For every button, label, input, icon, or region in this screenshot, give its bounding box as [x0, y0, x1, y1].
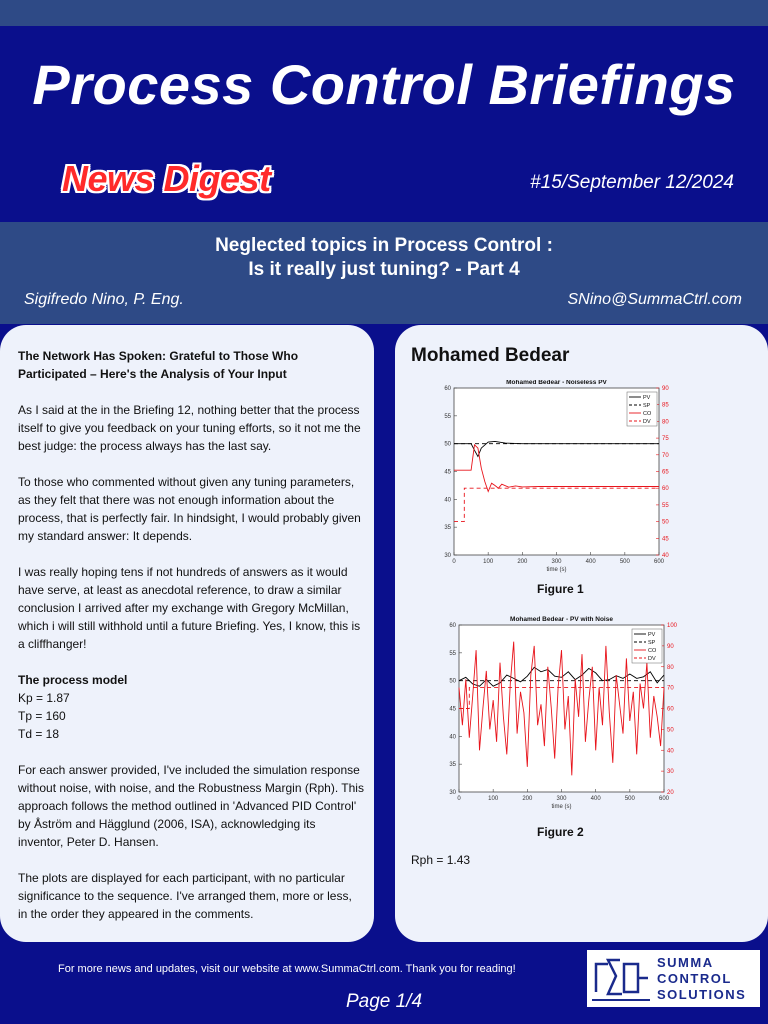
y-tick-label: 60 — [444, 386, 451, 392]
paragraph: To those who commented without given any tuning parameters, as they felt that there was not enough information about the process, that is perfectly fair. In hindsight, I would probably given my standard answer: It depends. — [18, 475, 361, 543]
y-tick-label: 45 — [449, 706, 456, 713]
logo-text — [657, 955, 746, 1003]
y2-tick-label: 40 — [667, 748, 674, 755]
legend-label: CO — [643, 411, 652, 417]
x-tick-label: 0 — [452, 559, 456, 565]
y-tick-label: 45 — [444, 469, 451, 476]
y2-tick-label: 40 — [662, 553, 669, 559]
news-digest-label: News Digest — [62, 158, 271, 199]
y-tick-label: 30 — [449, 790, 456, 796]
article-card — [0, 325, 374, 942]
y2-tick-label: 60 — [667, 706, 674, 713]
participant-card — [395, 325, 768, 942]
issue-date: #15/September 12/2024 — [530, 172, 734, 193]
footer-text: For more news and updates, visit our website at www.SummaCtrl.com. Thank you for reading! — [58, 963, 516, 975]
y-tick-label: 55 — [449, 650, 456, 657]
x-axis-label: time (s) — [546, 567, 567, 573]
figure-2-chart — [421, 615, 681, 821]
x-tick-label: 600 — [653, 559, 665, 565]
logo-line: SOLUTIONS — [657, 987, 747, 1002]
page-number: Page 1/4 — [345, 991, 423, 1012]
y2-tick-label: 80 — [662, 419, 669, 426]
x-tick-label: 400 — [585, 559, 596, 565]
y-tick-label: 35 — [444, 525, 451, 532]
model-kp: Kp = 1.87 — [18, 691, 70, 705]
logo-mark-icon — [590, 950, 652, 1007]
x-tick-label: 0 — [457, 796, 461, 802]
article-title-line1: Neglected topics in Process Control : — [215, 235, 553, 256]
legend-label: DV — [648, 656, 656, 662]
y2-tick-label: 80 — [667, 664, 674, 671]
legend-label: DV — [643, 419, 651, 425]
paragraph: The plots are displayed for each participant, with no particular significance to the sequence. I've arranged them, more or less, in the order they appeared in the comments. — [18, 871, 352, 921]
company-logo — [587, 950, 760, 1007]
y2-tick-label: 45 — [662, 536, 669, 543]
participant-name: Mohamed Bedear — [411, 345, 570, 366]
y2-tick-label: 30 — [667, 769, 674, 776]
author-name: Sigifredo Nino, P. Eng. — [24, 291, 184, 308]
y2-tick-label: 75 — [662, 436, 669, 443]
y2-tick-label: 55 — [662, 502, 669, 509]
figure-1-chart — [421, 380, 681, 580]
x-tick-label: 400 — [590, 796, 601, 802]
legend-label: CO — [648, 648, 657, 654]
legend-label: SP — [648, 640, 656, 646]
legend-label: PV — [648, 632, 656, 638]
figure-2-caption: Figure 2 — [537, 825, 584, 839]
x-tick-label: 100 — [488, 796, 499, 802]
y-tick-label: 35 — [449, 762, 456, 769]
y-tick-label: 30 — [444, 553, 451, 559]
logo-line: SUMMA — [657, 955, 714, 970]
legend-label: PV — [643, 395, 651, 401]
y2-tick-label: 50 — [662, 519, 669, 526]
figure-1-caption: Figure 1 — [537, 582, 584, 596]
y-tick-label: 50 — [449, 678, 456, 685]
x-tick-label: 500 — [624, 796, 635, 802]
robustness-margin: Rph = 1.43 — [411, 853, 471, 867]
paragraph: I was really hoping tens if not hundreds of answers as it would have serve, at least as anecdotal reference, to draw a similar conclusion I arrived after my exchange with Gregory McMillan, which i will still withhold until a future Briefing. Yes, I know, this is a cliffhanger! — [18, 565, 361, 651]
x-tick-label: 600 — [658, 796, 670, 802]
article-title — [0, 234, 768, 282]
x-axis-label: time (s) — [551, 804, 572, 810]
y2-tick-label: 90 — [667, 643, 674, 650]
model-td: Td = 18 — [18, 727, 60, 741]
author-email[interactable]: SNino@SummaCtrl.com — [567, 291, 742, 308]
article-body — [18, 347, 364, 941]
chart-title: Mohamed Bedear - Noiseless PV — [506, 380, 607, 386]
model-heading: The process model — [18, 673, 128, 687]
chart-title: Mohamed Bedear - PV with Noise — [510, 616, 613, 623]
y2-tick-label: 90 — [662, 386, 669, 392]
x-tick-label: 200 — [517, 559, 528, 565]
page-title: Process Control Briefings — [32, 53, 736, 116]
y-tick-label: 40 — [444, 497, 451, 504]
logo-line: CONTROL — [657, 971, 732, 986]
paragraph: For each answer provided, I've included the simulation response without noise, with noise, and the Robustness Margin (Rph). This approach follows the method outlined in 'Advanced PID Control' by Åström and Hägglund (2006, ISA), acknowledging its inventor, Peter D. Hansen. — [18, 763, 364, 849]
y2-tick-label: 70 — [662, 452, 669, 459]
y2-tick-label: 50 — [667, 727, 674, 734]
article-title-line2: Is it really just tuning? - Part 4 — [248, 259, 520, 280]
x-tick-label: 200 — [522, 796, 533, 802]
x-tick-label: 100 — [483, 559, 494, 565]
y-tick-label: 50 — [444, 441, 451, 448]
y-tick-label: 60 — [449, 623, 456, 629]
y2-tick-label: 20 — [667, 790, 674, 796]
y2-tick-label: 60 — [662, 486, 669, 493]
legend-label: SP — [643, 403, 651, 409]
y2-tick-label: 65 — [662, 469, 669, 476]
y2-tick-label: 70 — [667, 685, 674, 692]
x-tick-label: 300 — [551, 559, 562, 565]
article-heading: The Network Has Spoken: Grateful to Those Who Participated – Here's the Analysis of Your Input — [18, 349, 299, 381]
paragraph: As I said at the in the Briefing 12, nothing better that the process itself to give you feedback on your tuning efforts, so it not me the best judge: the process always has the last say. — [18, 403, 361, 453]
x-tick-label: 500 — [619, 559, 630, 565]
y-tick-label: 55 — [444, 413, 451, 420]
x-tick-label: 300 — [556, 796, 567, 802]
y2-tick-label: 85 — [662, 402, 669, 409]
top-strip — [0, 0, 768, 26]
model-tp: Tp = 160 — [18, 709, 66, 723]
y2-tick-label: 100 — [667, 623, 678, 629]
y-tick-label: 40 — [449, 734, 456, 741]
